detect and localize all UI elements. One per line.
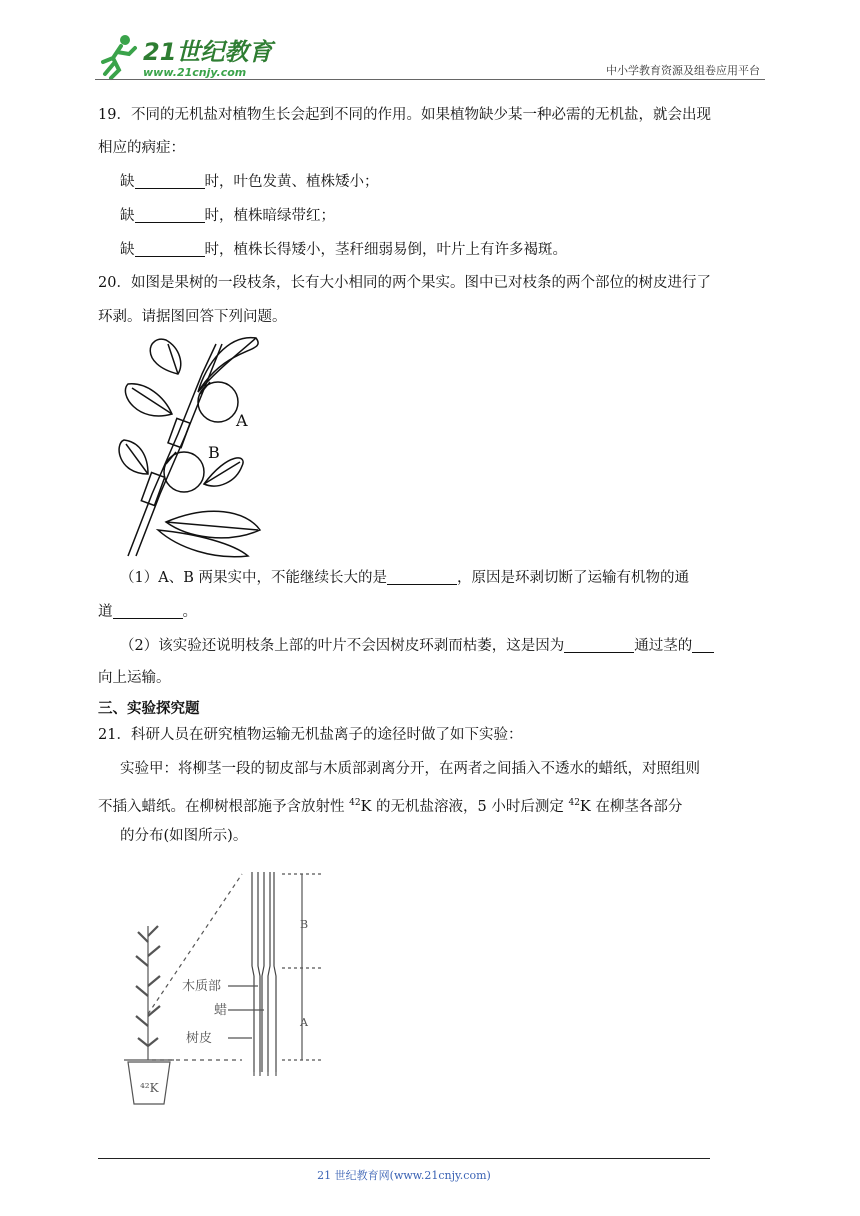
logo-url: www.21cnjy.com <box>143 66 247 79</box>
willow-stem-figure <box>118 866 340 1114</box>
answer-blank[interactable] <box>387 569 457 585</box>
q19-b2-pre: 缺 <box>120 208 135 224</box>
footer-link[interactable]: 21 世纪教育网(www.21cnjy.com) <box>317 1169 491 1182</box>
q20-line1: 20．如图是果树的一段枝条，长有大小相同的两个果实。图中已对枝条的两个部位的树皮进行了 <box>98 275 711 291</box>
q19-blank-2 <box>120 206 335 226</box>
answer-blank[interactable] <box>135 207 205 223</box>
q21-l3c: 在柳茎各部分 <box>590 799 683 815</box>
answer-blank[interactable] <box>135 173 205 189</box>
q19-line2: 相应的病症： <box>98 140 185 156</box>
leaf <box>158 530 248 557</box>
q20-sub1-l2-pre: 道 <box>98 604 113 620</box>
logo-text: 21世纪教育 <box>143 38 273 66</box>
leaf <box>166 511 260 538</box>
section-title: 三、实验探究题 <box>98 701 200 717</box>
segment-label-a: A <box>300 1016 308 1029</box>
q19-blank-3 <box>120 240 567 260</box>
q19-b3-post: 时，植株长得矮小，茎秆细弱易倒，叶片上有许多褐斑。 <box>204 242 567 258</box>
q20-sub2-line2: 向上运输。 <box>98 670 171 686</box>
q21-l3a: 不插入蜡纸。在柳树根部施予含放射性 <box>98 799 350 815</box>
footer-divider <box>98 1158 710 1159</box>
answer-blank[interactable] <box>564 637 634 653</box>
q20-sub2-pre: （2）该实验还说明枝条上部的叶片不会因树皮环剥而枯萎，这是因为 <box>120 638 565 654</box>
isotope-element: K <box>360 799 372 815</box>
answer-blank[interactable] <box>135 241 205 257</box>
q20-sub1-post: ，原因是环剥切断了运输有机物的通 <box>456 570 689 586</box>
q20-line2: 环剥。请据图回答下列问题。 <box>98 309 287 325</box>
segment-label-b: B <box>300 918 309 931</box>
site-logo <box>95 28 285 84</box>
girdle-ring-lower <box>141 473 164 506</box>
q21-line2: 实验甲：将柳茎一段的韧皮部与木质部剥离分开，在两者之间插入不透水的蜡纸，对照组则 <box>120 761 700 777</box>
q21-line3 <box>98 793 682 817</box>
q20-sub1-pre: （1）A、B 两果实中，不能继续长大的是 <box>120 570 387 586</box>
q20-sub1-line2 <box>98 602 197 622</box>
fig-label-b: B <box>208 443 220 462</box>
fig-label-a: A <box>236 411 248 430</box>
isotope-mass: 42 <box>349 798 361 808</box>
q19-b1-post: 时，叶色发黄、植株矮小； <box>204 174 379 190</box>
q19-b1-pre: 缺 <box>120 174 135 190</box>
label-xylem: 木质部 <box>182 979 222 994</box>
runner-icon <box>103 35 135 78</box>
q20-sub2-line1 <box>120 636 714 656</box>
header-divider <box>95 79 765 80</box>
pot-label: ⁴²K <box>140 1081 159 1095</box>
answer-blank[interactable] <box>113 603 183 619</box>
label-wax: 蜡 <box>214 1003 228 1018</box>
q20-sub1-line1 <box>120 568 689 588</box>
header-platform-name: 中小学教育资源及组卷应用平台 <box>606 64 760 77</box>
fruit-a <box>198 382 238 422</box>
q19-b3-pre: 缺 <box>120 242 135 258</box>
q19-line1: 19．不同的无机盐对植物生长会起到不同的作用。如果植物缺少某一种必需的无机盐，就会出现 <box>98 107 711 123</box>
q20-sub1-l2-post: 。 <box>182 604 197 620</box>
q21-line4: 的分布(如图所示)。 <box>120 828 248 844</box>
q21-line1: 21．科研人员在研究植物运输无机盐离子的途径时做了如下实验： <box>98 727 523 743</box>
label-bark: 树皮 <box>186 1031 213 1046</box>
q21-l3b: 的无机盐溶液，5 小时后测定 <box>371 799 569 815</box>
q19-blank-1 <box>120 172 379 192</box>
measure-lines <box>282 874 324 1060</box>
q19-b2-post: 时，植株暗绿带红； <box>204 208 335 224</box>
q20-sub2-mid: 通过茎的 <box>634 638 693 654</box>
fruit-branch-figure <box>118 334 268 559</box>
isotope-mass: 42 <box>568 798 580 808</box>
answer-blank[interactable] <box>692 637 714 653</box>
isotope-element: K <box>579 799 591 815</box>
